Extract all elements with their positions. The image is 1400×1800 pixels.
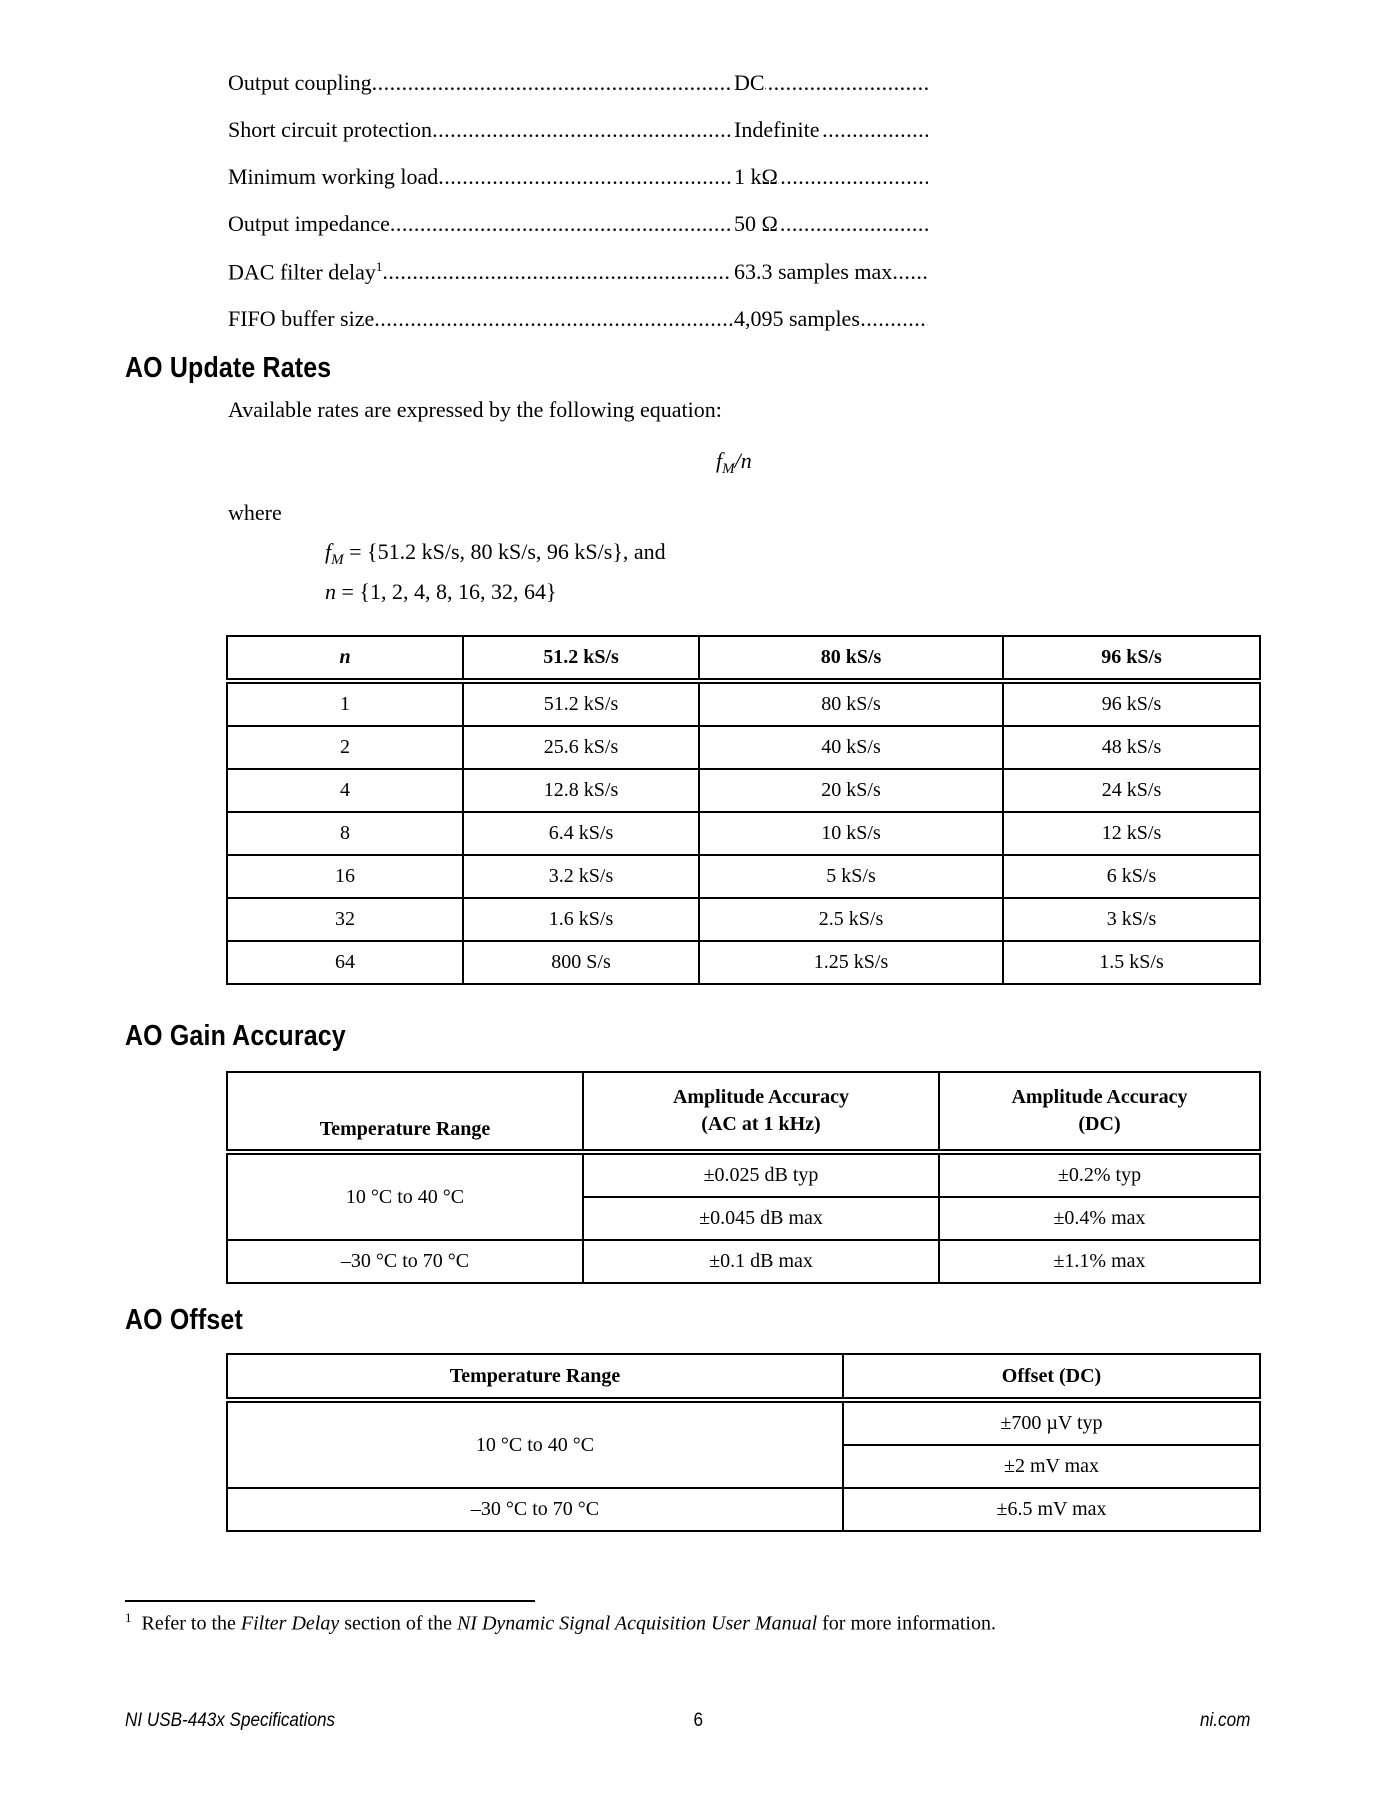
table-cell: ±700 µV typ xyxy=(843,1400,1260,1445)
table-cell: 12 kS/s xyxy=(1003,812,1260,855)
offset-table xyxy=(226,1353,1261,1532)
table-cell: 96 kS/s xyxy=(1003,681,1260,726)
table-header-row xyxy=(227,636,1260,681)
spec-label: Output impedance xyxy=(228,211,390,236)
definition-n: n = {1, 2, 4, 8, 16, 32, 64} xyxy=(325,579,557,604)
table-cell: 5 kS/s xyxy=(699,855,1003,898)
update-rates-table xyxy=(226,635,1261,985)
column-header: Amplitude Accuracy (DC) xyxy=(939,1072,1260,1152)
table-cell: ±6.5 mV max xyxy=(843,1488,1260,1531)
column-header: 96 kS/s xyxy=(1003,636,1260,681)
spec-value: DC xyxy=(734,70,765,95)
table-cell: 16 xyxy=(227,855,463,898)
spec-output-impedance xyxy=(228,211,928,241)
table-cell: 2 xyxy=(227,726,463,769)
table-cell: ±0.2% typ xyxy=(939,1152,1260,1197)
spec-short-circuit-protection xyxy=(228,117,928,147)
table-cell: ±0.1 dB max xyxy=(583,1240,939,1283)
spec-fifo-buffer-size xyxy=(228,306,928,336)
table-cell: 64 xyxy=(227,941,463,984)
table-cell: 32 xyxy=(227,898,463,941)
footnote-ref: 1 xyxy=(375,259,383,274)
spec-dac-filter-delay xyxy=(228,259,928,289)
heading-ao-offset: AO Offset xyxy=(125,1304,243,1336)
table-cell: 20 kS/s xyxy=(699,769,1003,812)
table-cell: ±0.4% max xyxy=(939,1197,1260,1240)
table-cell: 10 °C to 40 °C xyxy=(227,1152,583,1240)
table-cell: 2.5 kS/s xyxy=(699,898,1003,941)
table-cell: 24 kS/s xyxy=(1003,769,1260,812)
table-cell: 800 S/s xyxy=(463,941,699,984)
table-cell: ±0.025 dB typ xyxy=(583,1152,939,1197)
table-header-row xyxy=(227,1354,1260,1400)
table-cell: 12.8 kS/s xyxy=(463,769,699,812)
footer-page-number: 6 xyxy=(693,1710,704,1731)
column-header: n xyxy=(227,636,463,681)
table-row xyxy=(227,769,1260,812)
spec-value: 63.3 samples max xyxy=(734,259,893,284)
gain-accuracy-table xyxy=(226,1071,1261,1284)
table-row xyxy=(227,812,1260,855)
table-row xyxy=(227,1488,1260,1531)
spec-label: Short circuit protection xyxy=(228,117,433,142)
column-header: Amplitude Accuracy (AC at 1 kHz) xyxy=(583,1072,939,1152)
table-row xyxy=(227,855,1260,898)
column-header: Offset (DC) xyxy=(843,1354,1260,1400)
column-header: 51.2 kS/s xyxy=(463,636,699,681)
table-cell: 1.5 kS/s xyxy=(1003,941,1260,984)
table-cell: 48 kS/s xyxy=(1003,726,1260,769)
definition-fm: $f_M = \{51.2$ kS/s, 80 kS/s, 96 kS/s}, and xyxy=(325,539,666,568)
table-row xyxy=(227,1400,1260,1445)
table-row xyxy=(227,941,1260,984)
table-cell: 8 xyxy=(227,812,463,855)
table-row xyxy=(227,726,1260,769)
spec-label: FIFO buffer size xyxy=(228,306,375,331)
spec-output-coupling xyxy=(228,70,928,100)
table-cell: 25.6 kS/s xyxy=(463,726,699,769)
spec-value: 1 kΩ xyxy=(734,164,778,189)
spec-value: 4,095 samples xyxy=(734,306,860,331)
footnote-divider xyxy=(125,1600,535,1602)
table-cell: –30 °C to 70 °C xyxy=(227,1488,843,1531)
table-cell: 10 kS/s xyxy=(699,812,1003,855)
spec-label: Minimum working load xyxy=(228,164,439,189)
column-header: Temperature Range xyxy=(227,1072,583,1152)
table-cell: 1 xyxy=(227,681,463,726)
spec-label: DAC filter delay xyxy=(228,259,376,285)
table-cell: 51.2 kS/s xyxy=(463,681,699,726)
footnote-number: 1 xyxy=(125,1610,132,1625)
table-cell: 4 xyxy=(227,769,463,812)
spec-value: Indefinite xyxy=(734,117,820,142)
equation: $f_M/n$ xyxy=(716,448,752,477)
spec-value: 50 Ω xyxy=(734,211,778,236)
table-cell: ±1.1% max xyxy=(939,1240,1260,1283)
table-cell: 6.4 kS/s xyxy=(463,812,699,855)
table-row xyxy=(227,898,1260,941)
table-cell: 3.2 kS/s xyxy=(463,855,699,898)
update-rates-intro: Available rates are expressed by the following equation: xyxy=(228,397,722,422)
table-row xyxy=(227,1152,1260,1197)
column-header: Temperature Range xyxy=(227,1354,843,1400)
table-cell: 10 °C to 40 °C xyxy=(227,1400,843,1488)
table-cell: 1.25 kS/s xyxy=(699,941,1003,984)
footnote: $^1$ Refer to the Filter Delay section of the NI Dynamic Signal Acquisition User Manual for more information. xyxy=(125,1610,996,1635)
spec-label: Output coupling xyxy=(228,70,372,95)
footer-doc-title: NI USB-443x Specifications xyxy=(125,1710,336,1731)
table-cell: 3 kS/s xyxy=(1003,898,1260,941)
where-label: where xyxy=(228,500,282,525)
table-cell: 6 kS/s xyxy=(1003,855,1260,898)
column-header: 80 kS/s xyxy=(699,636,1003,681)
heading-ao-update-rates: AO Update Rates xyxy=(125,352,332,384)
table-cell: ±0.045 dB max xyxy=(583,1197,939,1240)
table-cell: 80 kS/s xyxy=(699,681,1003,726)
footer-site-link[interactable]: ni.com xyxy=(1200,1710,1251,1731)
table-cell: –30 °C to 70 °C xyxy=(227,1240,583,1283)
table-row xyxy=(227,681,1260,726)
spec-minimum-working-load xyxy=(228,164,928,194)
table-cell: 1.6 kS/s xyxy=(463,898,699,941)
table-header-row xyxy=(227,1072,1260,1152)
table-cell: ±2 mV max xyxy=(843,1445,1260,1488)
table-cell: 40 kS/s xyxy=(699,726,1003,769)
heading-ao-gain-accuracy: AO Gain Accuracy xyxy=(125,1020,346,1052)
table-row xyxy=(227,1240,1260,1283)
